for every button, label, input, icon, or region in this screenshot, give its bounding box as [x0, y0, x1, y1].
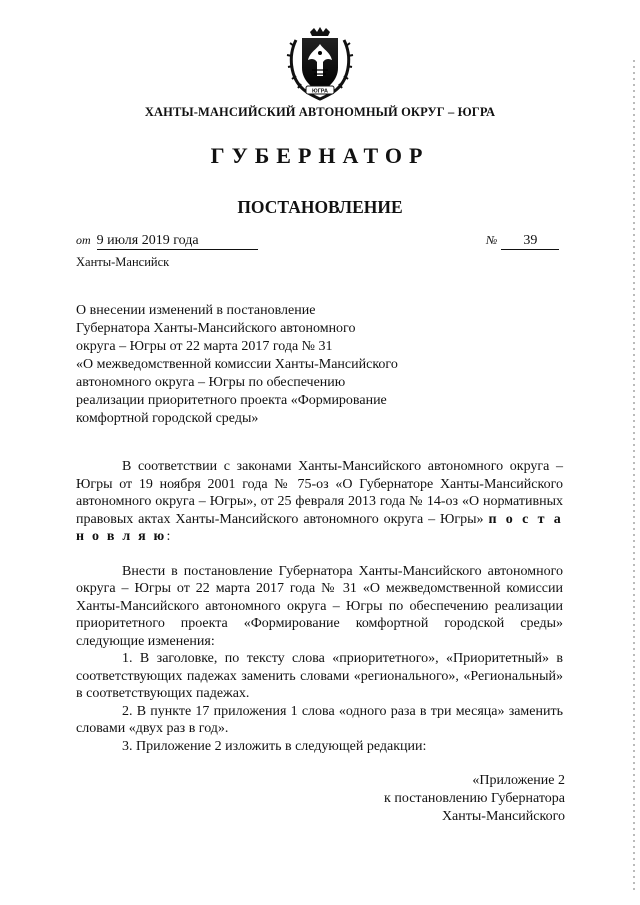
resolve-colon: :: [166, 529, 171, 544]
resolve-word: п о с т а н о в л я ю: [76, 511, 563, 544]
document-type-heading: ПОСТАНОВЛЕНИЕ: [237, 197, 403, 217]
appendix-line: к постановлению Губернатора: [384, 791, 565, 806]
appendix-line: «Приложение 2: [472, 773, 565, 788]
issue-city: Ханты-Мансийск: [76, 255, 170, 269]
scan-edge-divider: [633, 60, 635, 890]
subject-line: О внесении изменений в постановление: [76, 303, 316, 318]
change-item-1: 1. В заголовке, по тексту слова «приоритетного», «Приоритетный» в соответствующих падежах заменить словами «регионального», «Региональный» в соответствующих падежах.: [76, 651, 563, 701]
intro-paragraph: Внести в постановление Губернатора Ханты-Мансийского автономного округа – Югры от 22 марта 2017 года № 31 «О межведомственной комиссии Ханты-Мансийского автономного округа – Югры по обеспечению реализации приоритетного проекта «Формирование комфортной городской среды» следующие изменения:: [76, 563, 563, 649]
document-subject: [76, 302, 456, 428]
svg-text:ЮГРА: ЮГРА: [312, 88, 328, 95]
subject-line: автономного округа – Югры по обеспечению: [76, 375, 346, 390]
change-item-2: 2. В пункте 17 приложения 1 слова «одного раза в три месяца» заменить словами «двух раз в год».: [76, 703, 563, 736]
preamble-paragraph: [76, 458, 563, 546]
appendix-header: [384, 772, 565, 826]
subject-line: комфортной городской среды»: [76, 411, 259, 426]
subject-line: округа – Югры от 22 марта 2017 года № 31: [76, 339, 333, 354]
subject-line: «О межведомственной комиссии Ханты-Мансийского: [76, 357, 398, 372]
coat-of-arms-icon: [286, 26, 354, 102]
governor-heading: ГУБЕРНАТОР: [210, 143, 430, 168]
subject-line: Губернатора Ханты-Мансийского автономного: [76, 321, 356, 336]
date-line: [76, 233, 258, 250]
document-date: 9 июля 2019 года: [97, 233, 258, 250]
preamble-text: В соответствии с законами Ханты-Мансийского автономного округа – Югры от 19 ноября 2001 года № 75-оз «О Губернаторе Ханты-Мансийского автономного округа – Югры», от 25 февраля 2013 года № 14-оз «О нормативных правовых актах Ханты-Мансийского автономного округа – Югры»: [76, 459, 563, 527]
date-prefix: от: [76, 233, 91, 247]
change-item-3: 3. Приложение 2 изложить в следующей редакции:: [122, 738, 427, 754]
number-line: [486, 233, 559, 250]
document-body: [76, 458, 563, 755]
document-number: 39: [501, 233, 559, 250]
region-title: ХАНТЫ-МАНСИЙСКИЙ АВТОНОМНЫЙ ОКРУГ – ЮГРА: [144, 105, 496, 119]
subject-line: реализации приоритетного проекта «Формирование: [76, 393, 387, 408]
appendix-line: Ханты-Мансийского: [441, 809, 565, 824]
number-prefix: №: [486, 233, 498, 247]
